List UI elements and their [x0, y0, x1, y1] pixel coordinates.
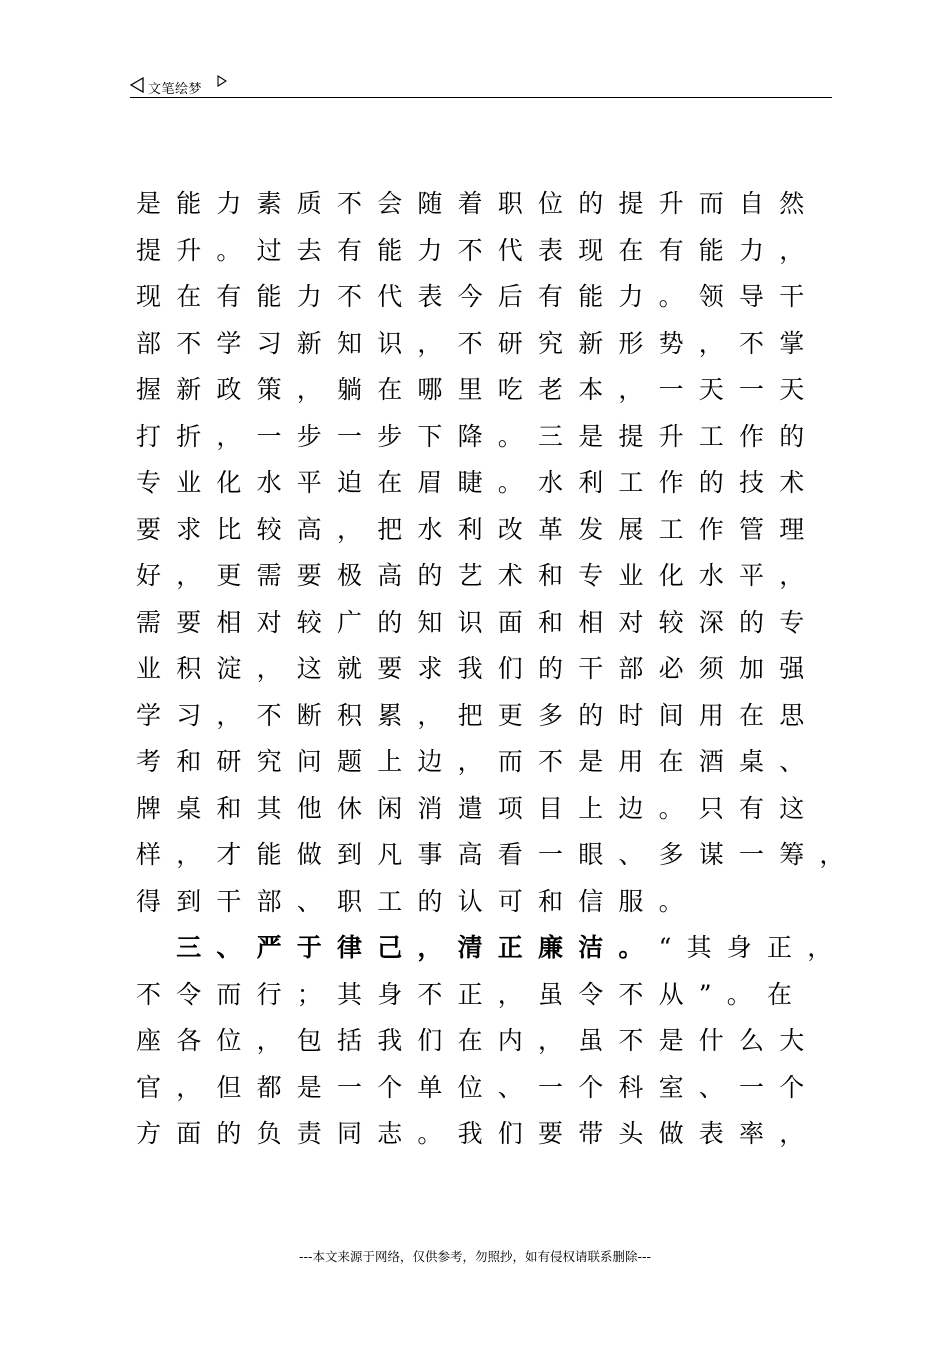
text-line: 方面的负责同志。我们要带头做表率， — [136, 1119, 820, 1148]
text-line: 现在有能力不代表今后有能力。领导干 — [136, 282, 820, 311]
heading-indent — [136, 933, 176, 962]
text-line: 是能力素质不会随着职位的提升而自然 — [136, 189, 820, 218]
text-line: 业积淀，这就要求我们的干部必须加强 — [136, 654, 820, 683]
text-line: 样，才能做到凡事高看一眼、多谋一筹， — [136, 840, 860, 869]
text-line: 提升。过去有能力不代表现在有能力， — [136, 235, 820, 265]
text-line: 握新政策，躺在哪里吃老本，一天一天 — [136, 375, 820, 404]
text-line: 牌桌和其他休闲消遣项目上边。只有这 — [136, 793, 820, 823]
right-triangle-icon — [217, 75, 227, 90]
page-footer: ---本文来源于网络，仅供参考，勿照抄，如有侵权请联系删除--- — [298, 1249, 652, 1264]
left-triangle-icon — [130, 77, 144, 97]
header-divider — [130, 97, 832, 98]
document-body — [136, 181, 860, 1158]
text-line: 考和研究问题上边，而不是用在酒桌、 — [136, 747, 820, 776]
text-line: 好，更需要极高的艺术和专业化水平， — [136, 561, 820, 590]
text-line: 要求比较高，把水利改革发展工作管理 — [136, 514, 820, 544]
section-heading: 三、严于律己，清正廉洁。 — [176, 933, 659, 962]
text-line: 学习，不断积累，把更多的时间用在思 — [136, 700, 820, 730]
text-line: 部不学习新知识，不研究新形势，不掌 — [136, 328, 820, 358]
heading-continuation: “其身正， — [658, 933, 848, 962]
text-line: 座各位，包括我们在内，虽不是什么大 — [136, 1026, 820, 1055]
section-heading-line — [136, 925, 856, 972]
text-line: 得到干部、职工的认可和信服。 — [136, 886, 699, 916]
text-line: 专业化水平迫在眉睫。水利工作的技术 — [136, 468, 820, 497]
text-line: 不令而行；其身不正，虽令不从”。在 — [136, 979, 808, 1009]
text-line: 需要相对较广的知识面和相对较深的专 — [136, 607, 820, 637]
header-title: 文笔绘梦 — [148, 82, 203, 97]
page-header — [130, 74, 832, 98]
text-line: 打折，一步一步下降。三是提升工作的 — [136, 421, 820, 451]
text-line: 官，但都是一个单位、一个科室、一个 — [136, 1072, 820, 1102]
